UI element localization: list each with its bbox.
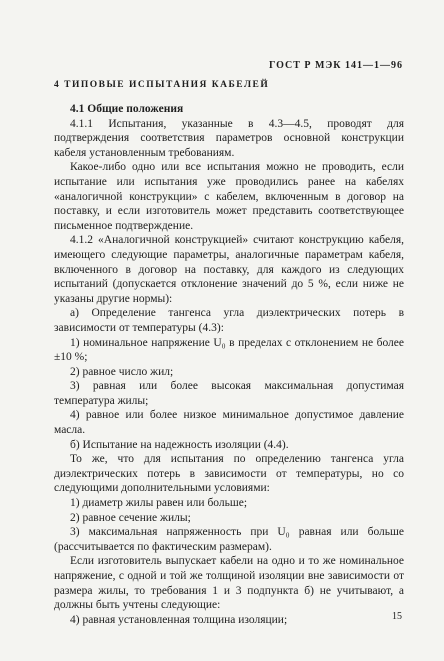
page-number: 15 (392, 611, 402, 622)
list-item: 3) равная или более высокая максимальная допустимая температура жилы; (54, 380, 404, 407)
paragraph: То же, что для испытания по определению тангенса угла диэлектрических потерь в зависимости от температуры, но со следующими дополнительными условиями: (54, 453, 404, 495)
list-item: 2) равное число жил; (70, 365, 174, 378)
paragraph: 4.1.2 «Аналогичной конструкцией» считают конструкцию кабеля, имеющего следующие параметры, аналогичные параметрам кабеля, включенного в договор на поставку, для каждого из следующих испытаний (допускается отклонение значений до 5 %, если ниже не указаны другие нормы): (54, 234, 404, 305)
list-item: 3) максимальная напряженность при U₀ равная или больше (рассчитывается по фактическим размерам). (54, 526, 404, 553)
list-item: 1) номинальное напряжение U₀ в пределах с отклонением не более ±10 %; (54, 336, 404, 364)
paragraph: б) Испытание на надежность изоляции (4.4). (70, 438, 289, 451)
section-title: 4 ТИПОВЫЕ ИСПЫТАНИЯ КАБЕЛЕЙ (54, 80, 270, 90)
paragraph: 4.1.1 Испытания, указанные в 4.3—4.5, проводят для подтверждения соответствия параметров основной конструкции кабеля установленным требованиям. (54, 117, 404, 159)
subsection-title: 4.1 Общие положения (70, 103, 184, 115)
document-body (54, 102, 404, 627)
paragraph: а) Определение тангенса угла диэлектрических потерь в зависимости от температуры (4.3): (54, 307, 404, 334)
standard-header: ГОСТ Р МЭК 141—1—96 (269, 60, 403, 71)
list-item: 2) равное сечение жилы; (70, 511, 191, 524)
list-item: 4) равное или более низкое минимальное допустимое давление масла. (54, 409, 404, 437)
list-item: 1) диаметр жилы равен или больше; (70, 497, 248, 510)
paragraph: Если изготовитель выпускает кабели на одно и то же номинальное напряжение, с одной и той же толщиной изоляции вне зависимости от размера жилы, то требования 1 и 3 подпункта б) не учитывают, а должны быть учтены следующие: (54, 555, 404, 612)
paragraph: Какое-либо одно или все испытания можно не проводить, если испытание или испытания уже проводились ранее на кабелях «аналогичной конструкции» с кабелем, включенным в договор на поставку, и если изготовитель может представить соответствующее письменное подтверждение. (54, 161, 404, 232)
list-item: 4) равная установленная толщина изоляции; (70, 613, 288, 626)
